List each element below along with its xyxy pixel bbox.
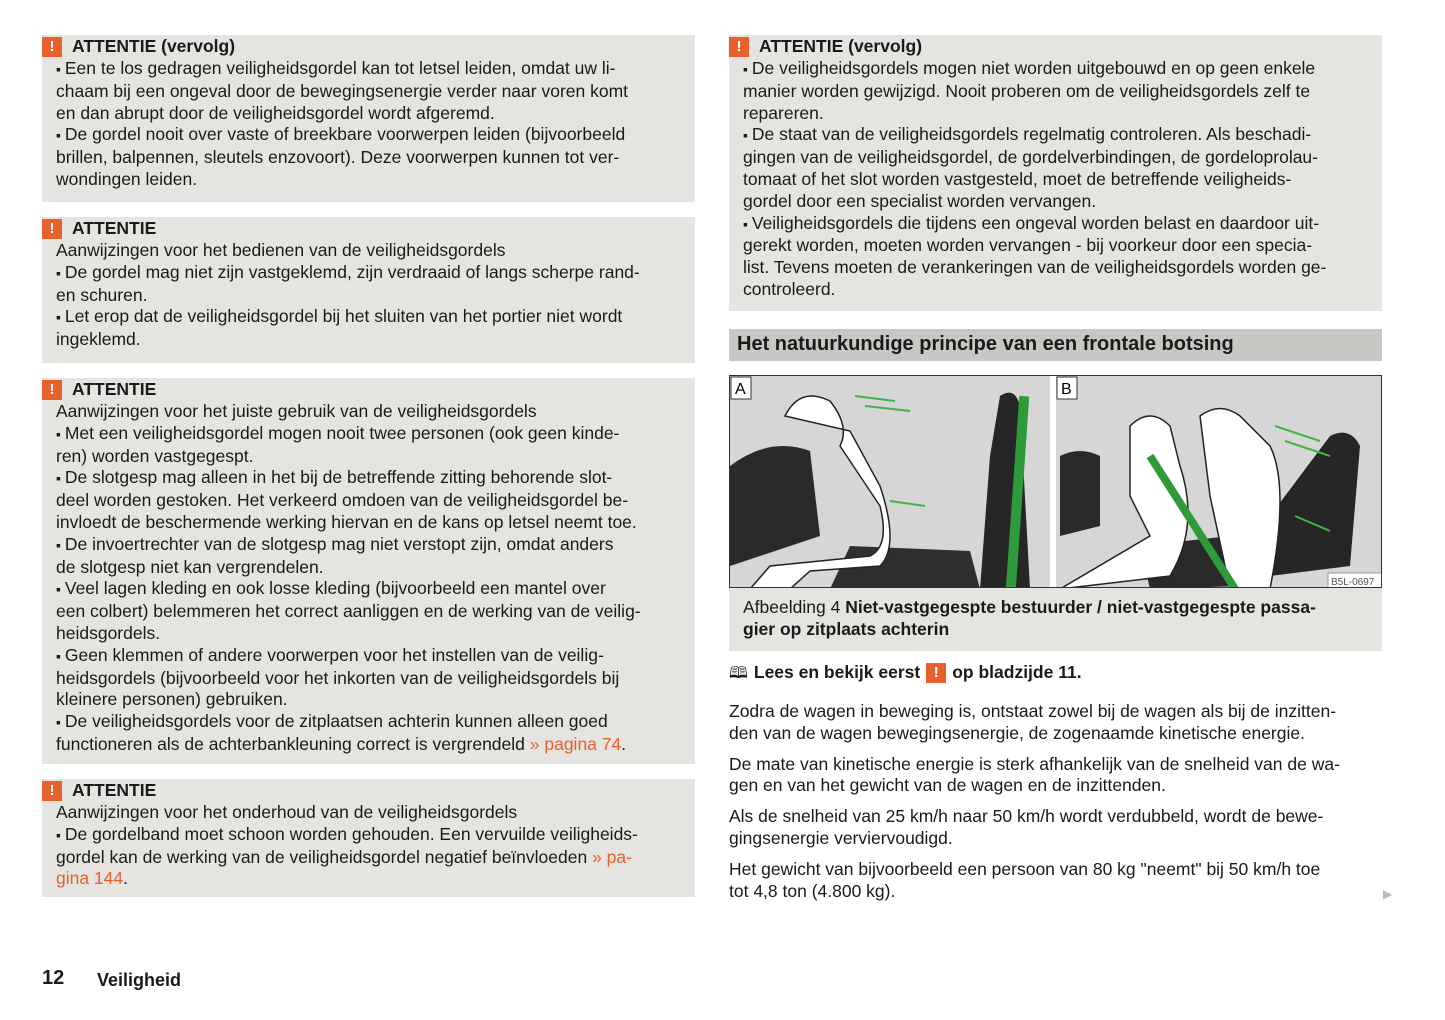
- list-item: ▪ De slotgesp mag alleen in het bij de betreffende zitting behorende slot- deel worden gestoken. Het verkeerd omdoen van de veiligheidsgordel be- invloedt de beschermende werking hiervan en de kans op letsel neemt toe.: [56, 467, 683, 533]
- warning-header: [42, 218, 683, 240]
- page-reference-link[interactable]: op bladzijde 11.: [952, 662, 1082, 683]
- panel-label-a: A: [735, 381, 746, 398]
- panel-label-b: B: [1061, 381, 1072, 398]
- warning-box-continued-right: [729, 35, 1382, 311]
- warning-intro: Aanwijzingen voor het onderhoud van de veiligheidsgordels: [56, 802, 518, 822]
- page-number: 12: [42, 967, 65, 989]
- warning-box: [42, 779, 695, 897]
- warning-icon: !: [729, 37, 749, 57]
- warning-title: ATTENTIE: [72, 780, 157, 801]
- warning-title: ATTENTIE: [72, 379, 157, 400]
- paragraph: Als de snelheid van 25 km/h naar 50 km/h wordt verdubbeld, wordt de bewe- gingsenergie verviervoudigd.: [729, 806, 1324, 848]
- item-end: .: [123, 868, 129, 889]
- list-item: ▪ Een te los gedragen veiligheidsgordel kan tot letsel leiden, omdat uw li- chaam bij een ongeval door de bewegingsenergie verder naar voren komt en dan abrupt door de veiligheidsgordel wordt afgeremd.: [56, 58, 683, 124]
- list-item: ▪ Geen klemmen of andere voorwerpen voor het instellen van de veilig- heidsgordels (bijvoorbeeld voor het inkorten van de veiligheidsgordels bij kleinere personen) gebruiken.: [56, 645, 683, 711]
- left-column: [42, 35, 695, 897]
- list-item: ▪ De veiligheidsgordels mogen niet worden uitgebouwd en op geen enkele manier worden gewijzigd. Nooit proberen om de veiligheidsgordels zelf te repareren.: [743, 58, 1370, 124]
- item-text: De gordelband moet schoon worden gehouden. Een vervuilde veiligheids- gordel kan de werking van de veiligheidsgordel negatief beïnvloeden: [56, 823, 638, 867]
- list-item: ▪ De invoertrechter van de slotgesp mag niet verstopt zijn, omdat anders de slotgesp niet kan vergrendelen.: [56, 534, 683, 579]
- warning-title: ATTENTIE (vervolg): [72, 36, 236, 57]
- warning-box: [42, 217, 695, 363]
- warning-icon: !: [42, 37, 62, 57]
- warning-header: [42, 36, 683, 58]
- list-item: [56, 711, 683, 756]
- list-item: ▪ De staat van de veiligheidsgordels regelmatig controleren. Als beschadi- gingen van de veiligheidsgordel, de gordelverbindingen, de gordeloprolau- tomaat of het slot worden vastgesteld, moet de betreffende veiligheids- gordel door een specialist worden vervangen.: [743, 124, 1370, 212]
- list-item: ▪ Met een veiligheidsgordel mogen nooit twee personen (ook geen kinde- ren) worden vastgegespt.: [56, 423, 683, 468]
- warning-header: [42, 379, 683, 401]
- read-first-text: Lees en bekijk eerst: [753, 662, 921, 683]
- book-icon: 🕮: [729, 663, 748, 683]
- list-item: ▪ De gordel mag niet zijn vastgeklemd, zijn verdraaid of langs scherpe rand- en schuren.: [56, 262, 683, 307]
- figure-illustration: [729, 375, 1382, 588]
- warning-header: [729, 36, 1370, 58]
- page-link[interactable]: » pa- gina 144: [56, 846, 632, 889]
- warning-header: [42, 780, 683, 802]
- list-item: ▪ Let erop dat de veiligheidsgordel bij het sluiten van het portier niet wordt ingeklemd.: [56, 306, 683, 351]
- read-first-note: [729, 662, 1382, 684]
- right-column: [729, 35, 1382, 902]
- warning-icon: !: [42, 219, 62, 239]
- list-item: ▪ De gordel nooit over vaste of breekbare voorwerpen leiden (bijvoorbeeld brillen, balpennen, sleutels enzovoort). Deze voorwerpen kunnen tot ver- wondingen leiden.: [56, 124, 683, 190]
- next-page-arrow-icon[interactable]: ▶: [1383, 887, 1393, 901]
- paragraph: Zodra de wagen in beweging is, ontstaat zowel bij de wagen als bij de inzitten- den van de wagen bewegingsenergie, de zogenaamde kinetische energie.: [729, 701, 1337, 743]
- page-link[interactable]: » pagina 74: [529, 733, 622, 754]
- warning-icon[interactable]: !: [926, 663, 946, 683]
- warning-intro: Aanwijzingen voor het juiste gebruik van de veiligheidsgordels: [56, 401, 537, 421]
- caption-text: Niet-vastgegespte bestuurder / niet-vastgegespte passa- gier op zitplaats achterin: [743, 597, 1316, 639]
- warning-title: ATTENTIE (vervolg): [759, 36, 923, 57]
- figure-code: B5L-0697: [1331, 577, 1375, 588]
- warning-box: [42, 378, 695, 764]
- paragraph: De mate van kinetische energie is sterk afhankelijk van de snelheid van de wa- gen en van het gewicht van de wagen en de inzittenden.: [729, 753, 1340, 796]
- list-item: ▪ Veel lagen kleding en ook losse kleding (bijvoorbeeld een mantel over een colbert) belemmeren het correct aanliggen en de werking van de veilig- heidsgordels.: [56, 578, 683, 644]
- warning-box: [42, 35, 695, 202]
- section-name: Veiligheid: [97, 970, 182, 990]
- item-text: De veiligheidsgordels voor de zitplaatsen achterin kunnen alleen goed functioneren als de achterbankleuning correct is vergrendeld: [56, 711, 608, 754]
- section-heading: Het natuurkundige principe van een frontale botsing: [729, 329, 1382, 361]
- paragraph: Het gewicht van bijvoorbeeld een persoon van 80 kg "neemt" bij 50 km/h toe tot 4,8 ton (4.800 kg).: [729, 858, 1321, 901]
- caption-prefix: Afbeelding 4: [743, 597, 841, 617]
- warning-title: ATTENTIE: [72, 218, 157, 239]
- list-item: ▪ Veiligheidsgordels die tijdens een ongeval worden belast en daardoor uit- gerekt worden, moeten worden vervangen - bij voorkeur door een specia- list. Tevens moeten de verankeringen van de veiligheidsgordels worden ge- controleerd.: [743, 213, 1370, 301]
- warning-icon: !: [42, 380, 62, 400]
- list-item: [56, 824, 683, 890]
- warning-icon: !: [42, 781, 62, 801]
- figure-caption: [729, 588, 1382, 651]
- item-end: .: [621, 733, 627, 754]
- warning-intro: Aanwijzingen voor het bedienen van de veiligheidsgordels: [56, 240, 506, 260]
